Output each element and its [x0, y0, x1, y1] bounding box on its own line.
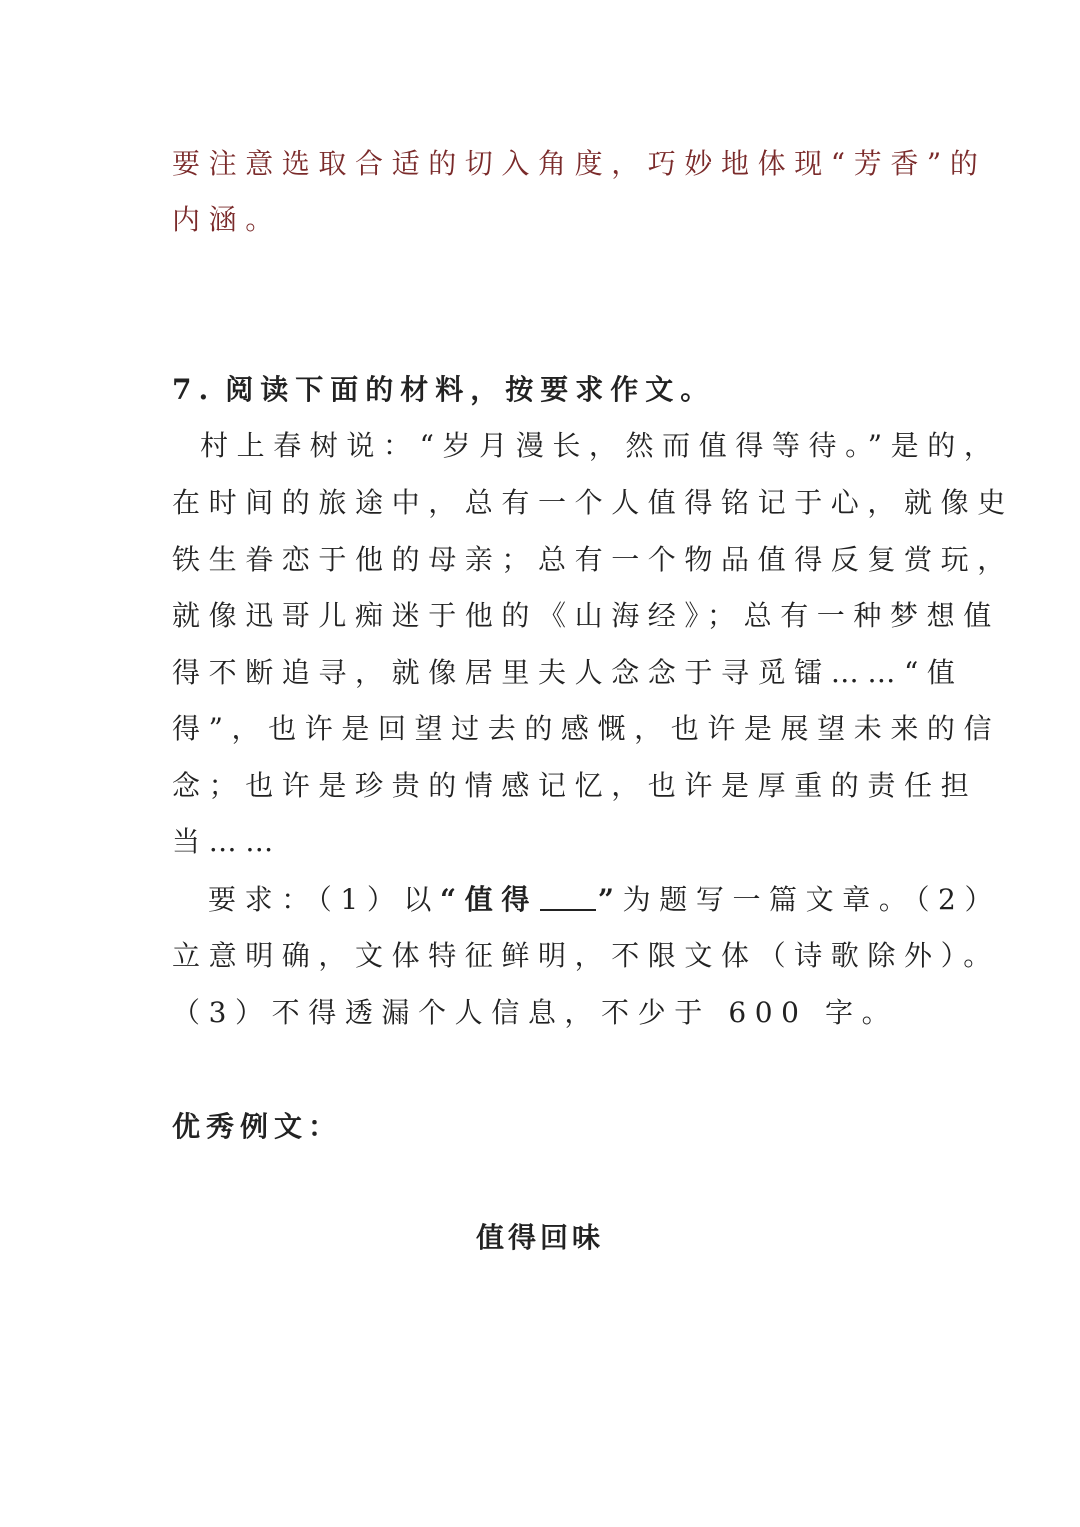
requirement-title-open: “值得	[440, 883, 538, 916]
material-line-1: 村上春树说：“岁月漫长，然而值得等待。”是的，	[200, 429, 1001, 462]
requirement-suffix: 为题写一篇文章。（2）	[622, 883, 1002, 916]
material-line-3: 铁生眷恋于他的母亲；总有一个物品值得反复赏玩，	[172, 543, 1014, 576]
material-line-4: 就像迅哥儿痴迷于他的《山海经》；总有一种梦想值	[172, 599, 1000, 632]
material-line-7: 念；也许是珍贵的情感记忆，也许是厚重的责任担	[172, 769, 978, 802]
material-line-5: 得不断追寻，就像居里夫人念念于寻觅镭……“值	[172, 656, 964, 689]
requirement-title-blank	[540, 885, 596, 911]
material-line-6: 得”，也许是回望过去的感慨，也许是展望未来的信	[172, 712, 1001, 745]
question-heading	[172, 368, 715, 408]
essay-title: 值得回味	[475, 1221, 604, 1254]
requirement-line-2: 立意明确，文体特征鲜明，不限文体（诗歌除外）。	[172, 939, 1000, 972]
question-number: 7.	[172, 373, 216, 406]
requirement-line-3: （3）不得透漏个人信息，不少于 600 字。	[172, 996, 899, 1029]
example-label: 优秀例文：	[172, 1110, 343, 1143]
requirement-title-close: ”	[597, 883, 623, 916]
material-line-2: 在时间的旅途中，总有一个人值得铭记于心，就像史	[172, 486, 1014, 519]
requirement-line-1	[208, 878, 1001, 918]
material-line-8: 当……	[172, 825, 282, 858]
requirement-prefix: 要求：（1）以	[208, 883, 441, 916]
question-title: 阅读下面的材料，按要求作文。	[225, 373, 716, 406]
intro-line-1: 要注意选取合适的切入角度，巧妙地体现“芳香”的	[172, 147, 987, 180]
intro-line-2: 内涵。	[172, 203, 282, 236]
